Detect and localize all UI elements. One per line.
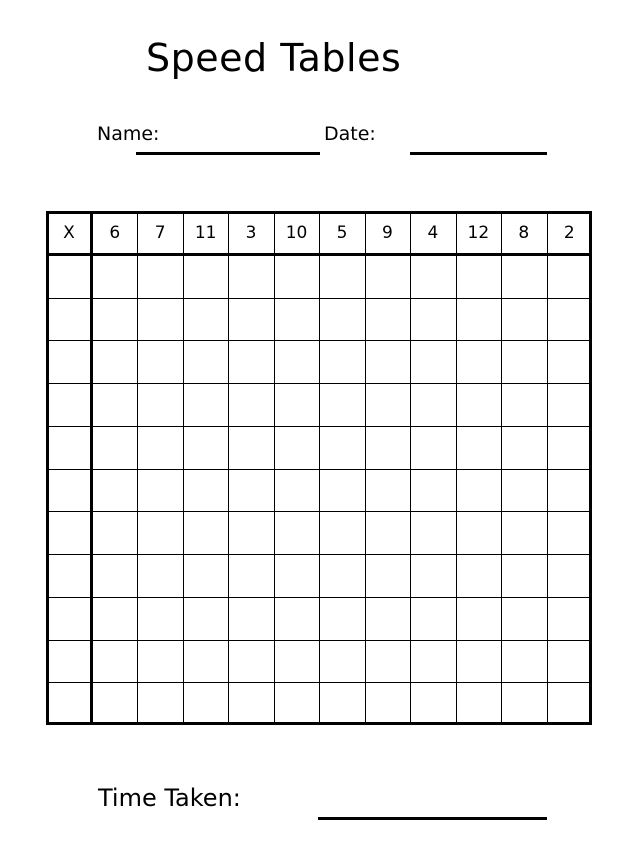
row-multiplier-cell[interactable]: [46, 255, 92, 298]
answer-cell[interactable]: [228, 383, 273, 426]
answer-cell[interactable]: [183, 340, 228, 383]
header-number-cell: 3: [245, 223, 257, 243]
answer-cell[interactable]: [92, 426, 137, 469]
grid-row-divider: [46, 426, 592, 427]
grid-row-divider: [46, 597, 592, 598]
row-multiplier-cell[interactable]: [46, 426, 92, 469]
answer-cell[interactable]: [228, 554, 273, 597]
answer-cell[interactable]: [365, 554, 410, 597]
answer-cell[interactable]: [274, 682, 319, 725]
answer-cell[interactable]: [410, 597, 455, 640]
answer-cell[interactable]: [365, 640, 410, 683]
header-number-cell: 4: [427, 223, 439, 243]
answer-cell[interactable]: [501, 640, 546, 683]
header-number-cell: 11: [194, 223, 217, 243]
answer-cell[interactable]: [365, 255, 410, 298]
answer-cell[interactable]: [228, 298, 273, 341]
answer-cell[interactable]: [456, 682, 501, 725]
time-taken-label: Time Taken:: [98, 784, 241, 812]
answer-cell[interactable]: [274, 340, 319, 383]
answer-cell[interactable]: [456, 554, 501, 597]
answer-cell[interactable]: [92, 640, 137, 683]
row-multiplier-cell[interactable]: [46, 340, 92, 383]
grid-header-divider: [46, 253, 592, 256]
answer-cell[interactable]: [547, 597, 592, 640]
answer-cell[interactable]: [274, 426, 319, 469]
answer-cell[interactable]: [456, 640, 501, 683]
answer-cell[interactable]: [183, 511, 228, 554]
answer-cell[interactable]: [274, 469, 319, 512]
answer-cell[interactable]: [274, 255, 319, 298]
answer-cell[interactable]: [456, 597, 501, 640]
answer-cell[interactable]: [92, 469, 137, 512]
answer-cell[interactable]: [183, 682, 228, 725]
answer-cell[interactable]: [501, 298, 546, 341]
answer-cell[interactable]: [92, 597, 137, 640]
row-multiplier-cell[interactable]: [46, 597, 92, 640]
answer-cell[interactable]: [274, 383, 319, 426]
answer-cell[interactable]: [183, 426, 228, 469]
answer-cell[interactable]: [319, 383, 364, 426]
answer-cell[interactable]: [137, 255, 182, 298]
answer-cell[interactable]: [228, 640, 273, 683]
answer-cell[interactable]: [137, 597, 182, 640]
answer-cell[interactable]: [501, 340, 546, 383]
row-multiplier-cell[interactable]: [46, 640, 92, 683]
row-multiplier-cell[interactable]: [46, 511, 92, 554]
answer-cell[interactable]: [365, 682, 410, 725]
answer-cell[interactable]: [92, 511, 137, 554]
answer-cell[interactable]: [456, 426, 501, 469]
answer-cell[interactable]: [319, 682, 364, 725]
answer-cell[interactable]: [547, 511, 592, 554]
times-table-grid: [46, 211, 592, 725]
row-multiplier-cell[interactable]: [46, 554, 92, 597]
answer-cell[interactable]: [274, 511, 319, 554]
row-multiplier-cell[interactable]: [46, 469, 92, 512]
answer-cell[interactable]: [547, 255, 592, 298]
answer-cell[interactable]: [183, 597, 228, 640]
answer-cell[interactable]: [137, 340, 182, 383]
answer-cell[interactable]: [228, 682, 273, 725]
answer-cell[interactable]: [92, 255, 137, 298]
answer-cell[interactable]: [137, 298, 182, 341]
answer-cell[interactable]: [137, 682, 182, 725]
answer-cell[interactable]: [183, 469, 228, 512]
answer-cell[interactable]: [456, 469, 501, 512]
answer-cell[interactable]: [183, 255, 228, 298]
answer-cell[interactable]: [547, 554, 592, 597]
answer-cell[interactable]: [501, 255, 546, 298]
answer-cell[interactable]: [365, 469, 410, 512]
answer-cell[interactable]: [137, 469, 182, 512]
answer-cell[interactable]: [410, 255, 455, 298]
answer-cell[interactable]: [319, 640, 364, 683]
answer-cell[interactable]: [410, 383, 455, 426]
row-multiplier-cell[interactable]: [46, 298, 92, 341]
corner-cell: X: [63, 223, 75, 243]
answer-cell[interactable]: [319, 426, 364, 469]
answer-cell[interactable]: [547, 469, 592, 512]
answer-cell[interactable]: [228, 426, 273, 469]
answer-cell[interactable]: [456, 383, 501, 426]
answer-cell[interactable]: [319, 597, 364, 640]
answer-cell[interactable]: [274, 554, 319, 597]
answer-cell[interactable]: [92, 383, 137, 426]
answer-cell[interactable]: [501, 383, 546, 426]
answer-cell[interactable]: [365, 298, 410, 341]
answer-cell[interactable]: [92, 682, 137, 725]
answer-cell[interactable]: [410, 682, 455, 725]
answer-cell[interactable]: [92, 554, 137, 597]
row-multiplier-cell[interactable]: [46, 383, 92, 426]
answer-cell[interactable]: [410, 298, 455, 341]
answer-cell[interactable]: [501, 554, 546, 597]
answer-cell[interactable]: [92, 298, 137, 341]
grid-row-divider: [46, 469, 592, 470]
answer-cell[interactable]: [183, 554, 228, 597]
answer-cell[interactable]: [274, 298, 319, 341]
grid-row-divider: [46, 682, 592, 683]
answer-cell[interactable]: [501, 682, 546, 725]
answer-cell[interactable]: [456, 511, 501, 554]
header-number-cell: 8: [518, 223, 530, 243]
answer-cell[interactable]: [410, 640, 455, 683]
grid-row-divider: [46, 554, 592, 555]
answer-cell[interactable]: [410, 554, 455, 597]
header-number-cell: 10: [285, 223, 308, 243]
answer-cell[interactable]: [319, 298, 364, 341]
answer-cell[interactable]: [547, 682, 592, 725]
answer-cell[interactable]: [319, 255, 364, 298]
answer-cell[interactable]: [456, 255, 501, 298]
answer-cell[interactable]: [319, 554, 364, 597]
answer-cell[interactable]: [183, 298, 228, 341]
answer-cell[interactable]: [501, 511, 546, 554]
answer-cell[interactable]: [365, 597, 410, 640]
answer-cell[interactable]: [501, 426, 546, 469]
header-number-cell: 5: [336, 223, 348, 243]
answer-cell[interactable]: [410, 426, 455, 469]
grid-row-divider: [46, 640, 592, 641]
answer-cell[interactable]: [410, 469, 455, 512]
answer-cell[interactable]: [319, 511, 364, 554]
answer-cell[interactable]: [410, 511, 455, 554]
answer-cell[interactable]: [183, 640, 228, 683]
answer-cell[interactable]: [319, 340, 364, 383]
answer-cell[interactable]: [228, 340, 273, 383]
answer-cell[interactable]: [274, 597, 319, 640]
answer-cell[interactable]: [456, 340, 501, 383]
answer-cell[interactable]: [547, 340, 592, 383]
answer-cell[interactable]: [137, 426, 182, 469]
worksheet-title: Speed Tables: [146, 36, 402, 80]
header-number-cell: 6: [109, 223, 121, 243]
grid-row-divider: [46, 340, 592, 341]
name-field-line[interactable]: [136, 152, 320, 155]
answer-cell[interactable]: [228, 255, 273, 298]
answer-cell[interactable]: [365, 340, 410, 383]
grid-row-divider: [46, 383, 592, 384]
answer-cell[interactable]: [547, 298, 592, 341]
header-number-cell: 12: [467, 223, 490, 243]
answer-cell[interactable]: [319, 469, 364, 512]
answer-cell[interactable]: [547, 426, 592, 469]
row-multiplier-cell[interactable]: [46, 682, 92, 725]
answer-cell[interactable]: [137, 383, 182, 426]
answer-cell[interactable]: [137, 511, 182, 554]
answer-cell[interactable]: [274, 640, 319, 683]
answer-cell[interactable]: [365, 383, 410, 426]
answer-cell[interactable]: [92, 340, 137, 383]
answer-cell[interactable]: [137, 554, 182, 597]
header-number-cell: 9: [382, 223, 393, 243]
answer-cell[interactable]: [228, 511, 273, 554]
answer-cell[interactable]: [547, 640, 592, 683]
answer-cell[interactable]: [228, 469, 273, 512]
answer-cell[interactable]: [183, 383, 228, 426]
answer-cell[interactable]: [501, 597, 546, 640]
answer-cell[interactable]: [547, 383, 592, 426]
grid-row-divider: [46, 511, 592, 512]
name-label: Name:: [97, 123, 160, 145]
answer-cell[interactable]: [365, 511, 410, 554]
header-number-cell: 7: [154, 223, 166, 243]
header-number-cell: 2: [563, 223, 575, 243]
answer-cell[interactable]: [456, 298, 501, 341]
answer-cell[interactable]: [501, 469, 546, 512]
answer-cell[interactable]: [137, 640, 182, 683]
answer-cell[interactable]: [228, 597, 273, 640]
date-field-line[interactable]: [410, 152, 547, 155]
time-taken-field-line[interactable]: [318, 817, 547, 820]
date-label: Date:: [324, 123, 376, 145]
grid-row-divider: [46, 298, 592, 299]
answer-cell[interactable]: [365, 426, 410, 469]
answer-cell[interactable]: [410, 340, 455, 383]
